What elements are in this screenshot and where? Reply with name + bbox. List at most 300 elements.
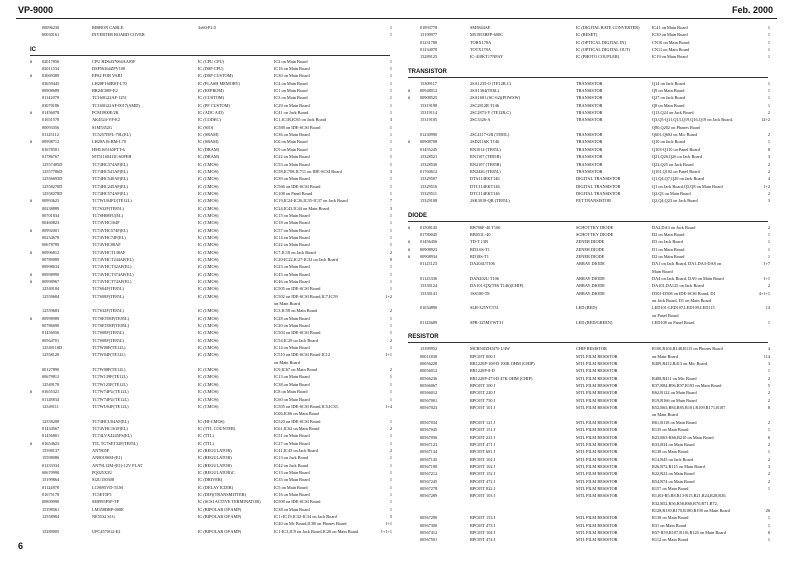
part-location: IC30 on Main Board xyxy=(652,32,688,38)
part-class: IC (CMOS) xyxy=(198,198,219,204)
part-row xyxy=(30,109,390,116)
part-row xyxy=(408,426,768,433)
part-class: IC (CMOS) xyxy=(198,286,219,292)
part-location: R409,R412,R413 on Mic Board xyxy=(652,361,708,367)
part-number: 00998989 xyxy=(42,315,60,321)
part-number: 15399952 xyxy=(420,346,438,352)
part-class: TRANSISTOR xyxy=(576,139,603,145)
part-description: TD-T 13B xyxy=(470,239,488,245)
part-class: DIGITAL TRANSISTOR xyxy=(576,190,621,196)
part-description: RR1220P-108-D 100K OHM (CHIP) xyxy=(470,361,535,367)
part-number: 00567290 xyxy=(420,515,438,521)
right-column xyxy=(408,24,768,544)
part-location: R61,R118 on Main Board xyxy=(652,419,697,425)
part-quantity: 1 xyxy=(767,102,770,108)
part-quantity: 2 xyxy=(389,308,392,314)
part-row xyxy=(30,351,390,366)
part-class: MTL FILM RESISTOR xyxy=(576,427,618,433)
part-description: PCM1800E/2K xyxy=(92,110,119,116)
part-description: TC74VHCT32AF(EL) xyxy=(92,264,132,270)
part-description: TC7W04F(TE12L) xyxy=(92,352,126,358)
part-class: IC (TTL) xyxy=(198,433,215,439)
part-location: IC16 on Main Board xyxy=(274,491,310,497)
part-quantity: 1+7 xyxy=(763,261,770,267)
part-row xyxy=(30,322,390,329)
part-description: TC7WU04FU(TE12L) xyxy=(92,198,132,204)
part-location: IC18 on Main Board xyxy=(274,220,310,226)
part-location: R31 on Main Board xyxy=(652,522,687,528)
part-row xyxy=(30,146,390,153)
part-number: 01128834 xyxy=(42,396,60,402)
part-class: IC (CMOS) xyxy=(198,242,219,248)
part-location: CN10 on Main Board xyxy=(652,39,690,45)
part-class: MTL FILM RESISTOR xyxy=(576,485,618,491)
part-class: IC (BIPOLAR OP AMP) xyxy=(198,506,242,512)
part-class: IC (TTL COUNTER) xyxy=(198,425,236,431)
part-description: RPC05T 102 J xyxy=(470,463,496,469)
part-number: 12558278D xyxy=(42,190,63,196)
part-location: IC5 on Main Board xyxy=(274,484,308,490)
diode-parts-list xyxy=(408,224,768,327)
part-class: IC (PF CUSTOM) xyxy=(198,102,230,108)
part-class: MTL FILM RESISTOR xyxy=(576,449,618,455)
part-class: IC (CMOS) xyxy=(198,279,219,284)
part-class: IC (HI-CMOS) xyxy=(198,418,225,424)
part-quantity: 1 xyxy=(389,499,392,505)
change-mark: # xyxy=(30,440,33,446)
part-quantity: 9 xyxy=(389,256,392,262)
change-mark: # xyxy=(408,253,411,259)
part-location: R19,R166 on Main Board xyxy=(652,397,697,403)
part-number: 00567045 xyxy=(420,427,438,433)
part-class: IC (CMOS) xyxy=(198,212,219,218)
part-row xyxy=(408,353,768,360)
part-quantity: 1 xyxy=(389,374,392,380)
part-description: TC74HC540AF(EL) xyxy=(92,176,128,182)
part-description: DSP56364ZPV100 xyxy=(92,66,126,72)
part-quantity: 6 xyxy=(767,529,770,535)
part-row xyxy=(408,492,768,507)
part-location: DA4 on Jack Board, DA9 on Main Board xyxy=(652,275,724,281)
part-class: SCHOTTKY DIODE xyxy=(576,224,614,230)
part-class: IC (REGULATOR) xyxy=(198,455,232,461)
part-location: IC36 on Main Board xyxy=(274,132,310,138)
part-row xyxy=(30,285,390,292)
part-number: 00993623 xyxy=(42,198,60,204)
part-location: R135 on Main Board xyxy=(652,427,689,433)
part-location: Q21,Q26,Q26 on Jack Board xyxy=(652,154,703,160)
part-description: TC74VHC74F(EL) xyxy=(92,234,126,240)
part-class: IC (DIGITAL RATE CONVERTER) xyxy=(576,25,640,30)
part-description: RPC05T 103 J xyxy=(470,493,496,499)
part-row xyxy=(30,528,390,535)
part-description: RR1220P-8-D xyxy=(470,368,495,374)
part-description: DA101-QX(TE6 T146)(CHIP) xyxy=(470,283,524,289)
part-quantity: 1 xyxy=(389,58,392,64)
part-number: 01034890 xyxy=(420,305,438,311)
part-row xyxy=(30,80,390,87)
part-quantity: 1 xyxy=(767,88,770,94)
part-row xyxy=(408,282,768,289)
part-quantity: 2 xyxy=(389,249,392,255)
part-description: SPR-325MVWT31 xyxy=(470,320,504,326)
part-quantity: 1 xyxy=(767,231,770,237)
part-description: LM358DRP-000E xyxy=(92,506,124,512)
part-row xyxy=(30,227,390,234)
part-location: IC46 on Main Board xyxy=(274,279,310,284)
part-class: ARRAY DIODE xyxy=(576,283,605,289)
part-description: TC74LVX4245FS(EL) xyxy=(92,433,132,439)
part-class: IC (CPU CPU) xyxy=(198,58,225,64)
part-row xyxy=(30,249,390,256)
part-location-cont: on Main Board xyxy=(274,359,301,365)
part-location: Q601,Q602 on Mic Board xyxy=(652,132,698,138)
part-class: IC (OPTICAL DIGITAL IN) xyxy=(576,39,626,45)
part-quantity: 1 xyxy=(389,264,392,270)
part-description: DTC114EKT146 xyxy=(470,183,500,189)
part-quantity: 1+1 xyxy=(385,352,392,358)
part-description: TC74VHC08AF xyxy=(92,242,121,248)
part-quantity: 3 xyxy=(767,154,770,160)
part-location: IC3 on Main Board xyxy=(274,95,308,101)
part-row xyxy=(30,212,390,219)
part-description: RN2107 (TE85R) xyxy=(470,161,501,167)
part-location: Q1,Q4,Q7,Q20 on Jack Board xyxy=(652,176,705,182)
part-description: RPC05T 102 J xyxy=(470,456,496,462)
part-location: IC1+IC19,IC32-IC34 on Jack Board xyxy=(274,514,337,519)
part-number: 00567001 xyxy=(420,397,438,403)
part-class: IC (PHOTO COUPLER) xyxy=(576,54,620,60)
change-mark: # xyxy=(30,279,33,284)
part-location-cont: Main Board xyxy=(652,268,673,274)
part-quantity: 2 xyxy=(767,390,770,396)
part-description: TC74VHC574F(EL) xyxy=(92,227,128,233)
part-number: 00678789 xyxy=(42,242,60,248)
part-description: TC7S32F(TE85L) xyxy=(92,205,124,211)
part-number: 00567412 xyxy=(420,529,438,535)
part-quantity: 1+2 xyxy=(385,293,392,299)
part-class: TRANSISTOR xyxy=(576,132,603,138)
part-class: MTL FILM RESISTOR xyxy=(576,361,618,367)
part-location: IC54,IC29 on Jack Board xyxy=(274,337,318,343)
part-quantity: 1 xyxy=(389,66,392,72)
part-location: R54,R74 on Main Board xyxy=(652,478,695,484)
part-quantity: 1+4 xyxy=(385,403,392,409)
part-quantity: 2 xyxy=(767,456,770,462)
part-row xyxy=(30,329,390,336)
part-row xyxy=(408,360,768,367)
part-class: DIGITAL TRANSISTOR xyxy=(576,183,621,189)
part-class: IC (CMOS) xyxy=(198,190,219,196)
part-row xyxy=(408,507,768,514)
part-number: 00234678 xyxy=(42,234,60,240)
part-quantity: 5 xyxy=(767,383,770,389)
part-description: UPC4570G2-E2 xyxy=(92,528,121,534)
part-description: NE5532 S1G xyxy=(92,514,116,519)
part-location: IC13 on Main Board xyxy=(274,469,310,475)
part-location: IC9,IC67 on Main Board xyxy=(274,367,318,373)
part-number: 01234078 xyxy=(420,47,438,53)
part-description: EPS2 FOR VARI xyxy=(92,73,122,79)
part-number: 12559683 xyxy=(42,308,60,314)
part-row xyxy=(30,513,390,520)
part-description: TC74HC245AF(EL) xyxy=(92,183,128,189)
part-number: 01124878 xyxy=(42,484,60,490)
part-description: 1SS180-T8 xyxy=(470,290,490,296)
part-row xyxy=(408,536,768,543)
part-quantity: 2 xyxy=(767,397,770,403)
part-row xyxy=(408,470,768,477)
part-quantity: 2 xyxy=(767,224,770,230)
part-description: RN2426 (TE85L) xyxy=(470,168,501,174)
part-number: 01456801 xyxy=(42,433,60,439)
part-row xyxy=(408,441,768,448)
part-number: 00908923 xyxy=(420,246,438,252)
change-mark: # xyxy=(30,139,33,145)
part-row xyxy=(30,307,390,314)
part-quantity: 1 xyxy=(389,176,392,182)
part-quantity: 2 xyxy=(389,447,392,453)
part-row xyxy=(30,131,390,138)
part-quantity: 1 xyxy=(767,80,770,86)
part-quantity: 1 xyxy=(767,515,770,521)
part-description: TC7S08F(TE85L) xyxy=(92,330,124,336)
part-class: ZENER DIODE xyxy=(576,246,605,252)
part-number: 00809990 xyxy=(42,499,60,505)
part-description: TC5ET5F5 xyxy=(92,491,112,497)
part-class: IC (REGULATOR) xyxy=(198,462,232,468)
part-location: DA2,DA3 on Jack Board xyxy=(652,224,696,230)
part-class: IC (REGULATOR) xyxy=(198,447,232,453)
part-class: SCHOTTKY DIODE xyxy=(576,231,614,237)
part-number: 00567278 xyxy=(420,485,438,491)
part-description: RB706F-40 T106 xyxy=(470,224,501,230)
part-location: IC4 on Main Board xyxy=(274,80,308,86)
part-class: 3x60-P2.0 xyxy=(198,25,216,30)
part-quantity: 3 xyxy=(389,117,392,123)
part-location-cont: IC66,IC66 on Main Board xyxy=(274,411,320,417)
part-row xyxy=(408,397,768,404)
part-class: IC (ADC A/D) xyxy=(198,110,224,116)
part-quantity: 3 xyxy=(767,198,770,204)
part-location: IC20 on Main Board xyxy=(274,323,310,329)
part-number: 00567501 xyxy=(420,537,438,543)
part-class: TRANSISTOR xyxy=(576,168,603,174)
part-location: IC520 on IDE-SCSI Board xyxy=(274,418,321,424)
part-location: IC58,IC708,IC711 on IDE-SCSI Board xyxy=(274,168,342,174)
part-class: IC (CMOS) xyxy=(198,403,219,409)
part-location: IC1 on Main Board xyxy=(274,88,308,94)
part-quantity: 5 xyxy=(389,514,392,519)
part-description: SE8995P5P-TP xyxy=(92,499,119,505)
part-number: 00998712 xyxy=(42,139,60,145)
part-class: LED (RED) xyxy=(576,305,597,311)
part-location: IC24,IC43,IC44 on Main Board xyxy=(274,205,330,211)
part-location: R52,R65,R84,R85,R101,R109,R171,R187 xyxy=(652,405,726,411)
part-number: 00998634 xyxy=(42,264,60,270)
part-number: 15289125 xyxy=(420,54,438,60)
part-number: 12549116D xyxy=(42,345,63,351)
part-row xyxy=(30,425,390,432)
part-class: IC (CMOS) xyxy=(198,389,219,395)
part-class: MTL FILM RESISTOR xyxy=(576,441,618,447)
part-number: 01123689 xyxy=(420,320,438,326)
part-number: 15329108 xyxy=(420,198,438,204)
part-row xyxy=(408,448,768,455)
part-row xyxy=(30,271,390,278)
part-quantity: 1 xyxy=(767,368,770,374)
part-quantity: 1 xyxy=(389,95,392,101)
part-location: Q101,Q102 on Panel Board xyxy=(652,168,700,174)
part-class: TRANSISTOR xyxy=(576,95,603,101)
part-location: Q27 on Jack Board xyxy=(652,95,686,101)
part-description: RPC05T 471 J xyxy=(470,441,496,447)
part-quantity: 1 xyxy=(389,345,392,351)
part-description: TC7S08F(TE85L) xyxy=(92,293,124,299)
part-class: IC (CMOS) xyxy=(198,227,219,233)
part-number: 00567023 xyxy=(420,405,438,411)
part-description: RN1014 (TE85L) xyxy=(470,146,501,152)
part-quantity: 1 xyxy=(767,47,770,53)
part-class: ARRAY DIODE xyxy=(576,275,605,281)
part-location: D3 on Jack Board xyxy=(652,239,683,245)
section-title-diode: DIODE xyxy=(408,211,768,222)
part-class: CHIP RESISTOR xyxy=(576,346,607,352)
part-description: HM5165165FTT-6 xyxy=(92,146,125,152)
part-description: RIBBON CABLE xyxy=(92,25,124,30)
part-quantity: 1 xyxy=(767,485,770,491)
part-number: 01456956 xyxy=(42,330,60,336)
part-class: MTL FILM RESISTOR xyxy=(576,383,618,389)
part-description: TC7WU04F(TE12L) xyxy=(92,403,129,409)
part-number: 00998967 xyxy=(42,279,60,284)
part-number: 12557786D xyxy=(42,168,63,174)
part-row xyxy=(30,116,390,123)
part-location: R157 on Main Board xyxy=(652,485,689,491)
part-class: MTL FILM RESISTOR xyxy=(576,397,618,403)
part-row xyxy=(408,246,768,253)
part-quantity: 1 xyxy=(389,183,392,189)
part-class: TRANSISTOR xyxy=(576,102,603,108)
part-quantity: 2 xyxy=(389,425,392,431)
part-location: IC6 on Main Board xyxy=(274,139,308,145)
part-location: Q103-Q110 on Panel Board xyxy=(652,146,700,152)
part-location: R22,R23 on Main Board xyxy=(652,471,695,477)
change-mark: # xyxy=(30,249,33,255)
part-quantity: 1 xyxy=(389,139,392,145)
part-number: 01675178 xyxy=(42,491,60,497)
part-number: 15289005 xyxy=(42,528,60,534)
part-location: IC28 on Main Board xyxy=(274,315,310,321)
part-location: D501-D508 on IDE-SCSI Board, D1 xyxy=(652,290,716,296)
part-class: IC (CMOS) xyxy=(198,176,219,182)
part-quantity: 1 xyxy=(389,234,392,240)
part-number: 00567289 xyxy=(420,493,438,499)
part-class: IC (CMOS) xyxy=(198,256,219,262)
part-description: TORX178A xyxy=(470,39,492,45)
part-location: IC1-IC3,IC9 on Jack Board,IC20 on Main Board xyxy=(274,528,359,534)
part-location: Q8 on Main Board xyxy=(652,102,685,108)
part-location: R62,R122 on Main Board xyxy=(652,390,697,396)
part-row xyxy=(408,109,768,116)
part-quantity: 1 xyxy=(767,95,770,101)
part-row xyxy=(408,404,768,419)
part-row xyxy=(30,520,390,527)
part-quantity: 2 xyxy=(767,132,770,138)
part-class: IC (DRIVER) xyxy=(198,477,223,483)
part-class: MTL FILM RESISTOR xyxy=(576,390,618,396)
part-location: IC3,IC58 on Main Board xyxy=(274,308,318,314)
part-description: RPC05T 221 J xyxy=(470,434,496,440)
part-description: MT5116041IC-60FEH xyxy=(92,154,132,160)
part-location-cont: on Panel Board xyxy=(652,312,679,318)
part-number: 12549104 xyxy=(42,286,60,292)
part-location: Q3,Q5-Q11,Q13,Q19,Q16,Q19 on Jack Board, xyxy=(652,117,733,123)
part-description: TC74HC541AF(EL) xyxy=(92,168,128,174)
part-class: IC (CODEC) xyxy=(198,117,221,123)
part-row xyxy=(30,65,390,72)
part-number: 01654623 xyxy=(42,440,60,446)
part-number: 00567190 xyxy=(420,463,438,469)
change-mark: # xyxy=(408,239,411,245)
part-row xyxy=(408,275,768,282)
part-quantity: 26 xyxy=(765,507,770,513)
part-description: SLR-325YCT31 xyxy=(470,305,499,311)
part-quantity: 3 xyxy=(767,361,770,367)
part-row xyxy=(408,419,768,426)
part-number: 00908525 xyxy=(420,95,438,101)
part-row xyxy=(30,447,390,454)
part-description: S1M5352G xyxy=(92,124,113,130)
part-class: IC (CMOS) xyxy=(198,205,219,211)
part-description: PQ025X3U xyxy=(92,469,113,475)
part-row xyxy=(30,440,390,447)
part-class: IC (CMOS) xyxy=(198,220,219,226)
part-row xyxy=(30,403,390,418)
change-mark: # xyxy=(30,315,33,321)
part-row xyxy=(408,87,768,94)
part-number: 15329516 xyxy=(420,183,438,189)
part-row xyxy=(30,161,390,168)
part-class: IC (CMOS) xyxy=(198,323,219,329)
change-mark: # xyxy=(408,88,411,94)
part-location: IC38 on Main Board xyxy=(274,506,310,512)
part-row xyxy=(30,241,390,248)
part-number: 01456078 xyxy=(42,110,60,116)
change-mark: # xyxy=(408,139,411,145)
part-row xyxy=(408,434,768,441)
part-location: LED108 on Panel Board xyxy=(652,320,695,326)
part-row xyxy=(408,131,768,138)
part-quantity: 1 xyxy=(389,279,392,284)
part-number: 00992001 xyxy=(42,227,60,233)
change-mark: # xyxy=(30,110,33,116)
part-quantity: 1 xyxy=(389,161,392,167)
part-number: 00011838 xyxy=(420,353,438,359)
part-location: IC29 on Main Board xyxy=(274,102,310,108)
part-row xyxy=(408,231,768,238)
part-row xyxy=(408,238,768,245)
part-row xyxy=(408,253,768,260)
part-quantity: 1 xyxy=(389,88,392,94)
part-class: IC (CMOS) xyxy=(198,271,219,277)
page-number: 6 xyxy=(18,541,24,551)
part-row xyxy=(408,389,768,396)
change-mark: # xyxy=(30,389,33,395)
part-location: D1 on Main Board xyxy=(652,246,685,252)
part-description: SI2U150308 xyxy=(92,477,114,483)
part-description: RPC05T 473 J xyxy=(470,522,496,528)
